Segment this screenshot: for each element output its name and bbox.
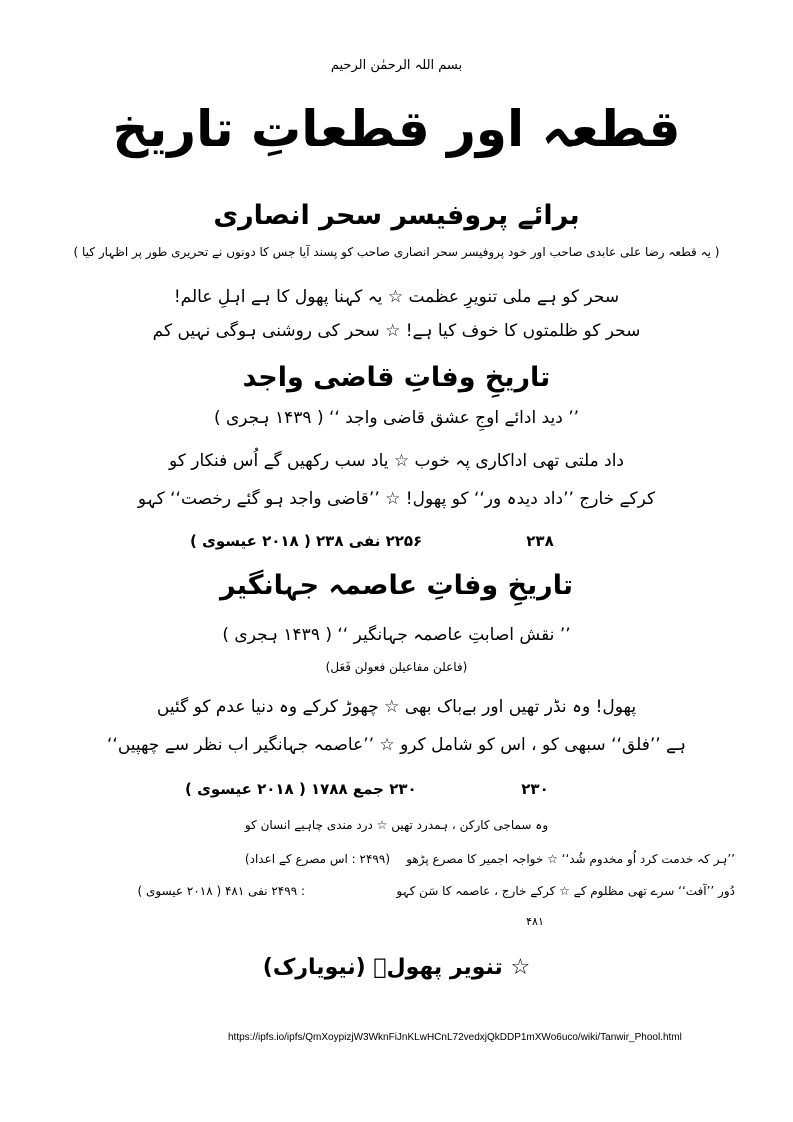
- verse-line: کرکے خارج ’’داد دیدہ ور‘‘ کو پھول! ☆ ’’قاضی واجد ہو گئے رخصت‘‘ کہو: [137, 489, 656, 509]
- source-url: https://ipfs.io/ipfs/QmXoypizjW3WknFiJnKLwHCnL72vedxjQkDDP1mXWo6uco/wiki/Tanwir_Phool.html: [228, 1032, 682, 1043]
- verse-line: دُور ’’آفت‘‘ سرے تھی مظلوم کے ☆ کرکے خارج ، عاصمہ کا سَن کہو: [396, 884, 735, 898]
- section-heading-qazi-wajid: تاریخِ وفاتِ قاضی واجد: [242, 362, 551, 393]
- verse-line: سحر کو ظلمتوں کا خوف کیا ہے! ☆ سحر کی روشنی ہوگی نہیں کم: [152, 321, 641, 341]
- verse-line: داد ملتی تھی اداکاری پہ خوب ☆ یاد سب رکھیں گے اُس فنکار کو: [169, 451, 624, 471]
- calculation-number: ۲۳۰: [521, 780, 549, 798]
- calculation: : ۲۴۹۹ نفی ۴۸۱ ( ۲۰۱۸ عیسوی ): [137, 884, 305, 898]
- section-note: ( یہ قطعہ رضا علی عابدی صاحب اور خود پروفیسر سحر انصاری صاحب کو پسند آیا جس کا دونوں نے تحریری طور پر اظہار کیا ): [73, 245, 720, 259]
- calculation: ۲۲۵۶ نفی ۲۳۸ ( ۲۰۱۸ عیسوی ): [190, 532, 423, 550]
- page-title: قطعہ اور قطعاتِ تاریخ: [112, 100, 681, 158]
- calculation-number: ۲۳۸: [526, 532, 554, 550]
- calculation: ۲۳۰ جمع ۱۷۸۸ ( ۲۰۱۸ عیسوی ): [185, 780, 417, 798]
- verse-line: ’’ہر کہ خدمت کرد اُو مخدوم شُد‘‘ ☆ خواجہ اجمیر کا مصرع پڑھو: [406, 852, 735, 866]
- verse-line: وہ سماجی کارکن ، ہمدرد تھیں ☆ درد مندی چاہیے انسان کو: [244, 818, 549, 832]
- calculation-number: ۴۸۱: [526, 915, 544, 928]
- bismillah: بسم اللہ الرحمٰن الرحیم: [330, 58, 463, 73]
- meter-note: (فاعلن مفاعیلن فعولن فَعَل): [325, 660, 468, 674]
- section-heading-asma-jahangir: تاریخِ وفاتِ عاصمہ جہانگیر: [219, 570, 574, 601]
- verse-line: پھول! وہ نڈر تھیں اور بےباک بھی ☆ چھوڑ کرکے وہ دنیا عدم کو گئیں: [156, 697, 637, 717]
- chronogram-quote: ’’ نقش اصابتِ عاصمہ جہانگیر ‘‘ ( ۱۴۳۹ ہجری ): [222, 625, 571, 645]
- numeric-note: (۲۴۹۹ : اس مصرع کے اعداد): [244, 852, 390, 866]
- chronogram-quote: ’’ دید ادائے اوجِ عشق قاضی واجد ‘‘ ( ۱۴۳۹ ہجری ): [213, 408, 580, 428]
- section-heading-sahar-ansari: برائے پروفیسر سحر انصاری: [213, 200, 580, 231]
- author-signature: ☆ تنویر پھولؔ (نیویارک): [262, 955, 531, 980]
- verse-line: ہے ’’فلق‘‘ سبھی کو ، اس کو شامل کرو ☆ ’’عاصمہ جہانگیر اب نظر سے چھپیں‘‘: [107, 735, 686, 755]
- verse-line: سحر کو ہے ملی تنویرِ عظمت ☆ یہ کہنا پھول کا ہے اہلِ عالم!: [173, 287, 620, 307]
